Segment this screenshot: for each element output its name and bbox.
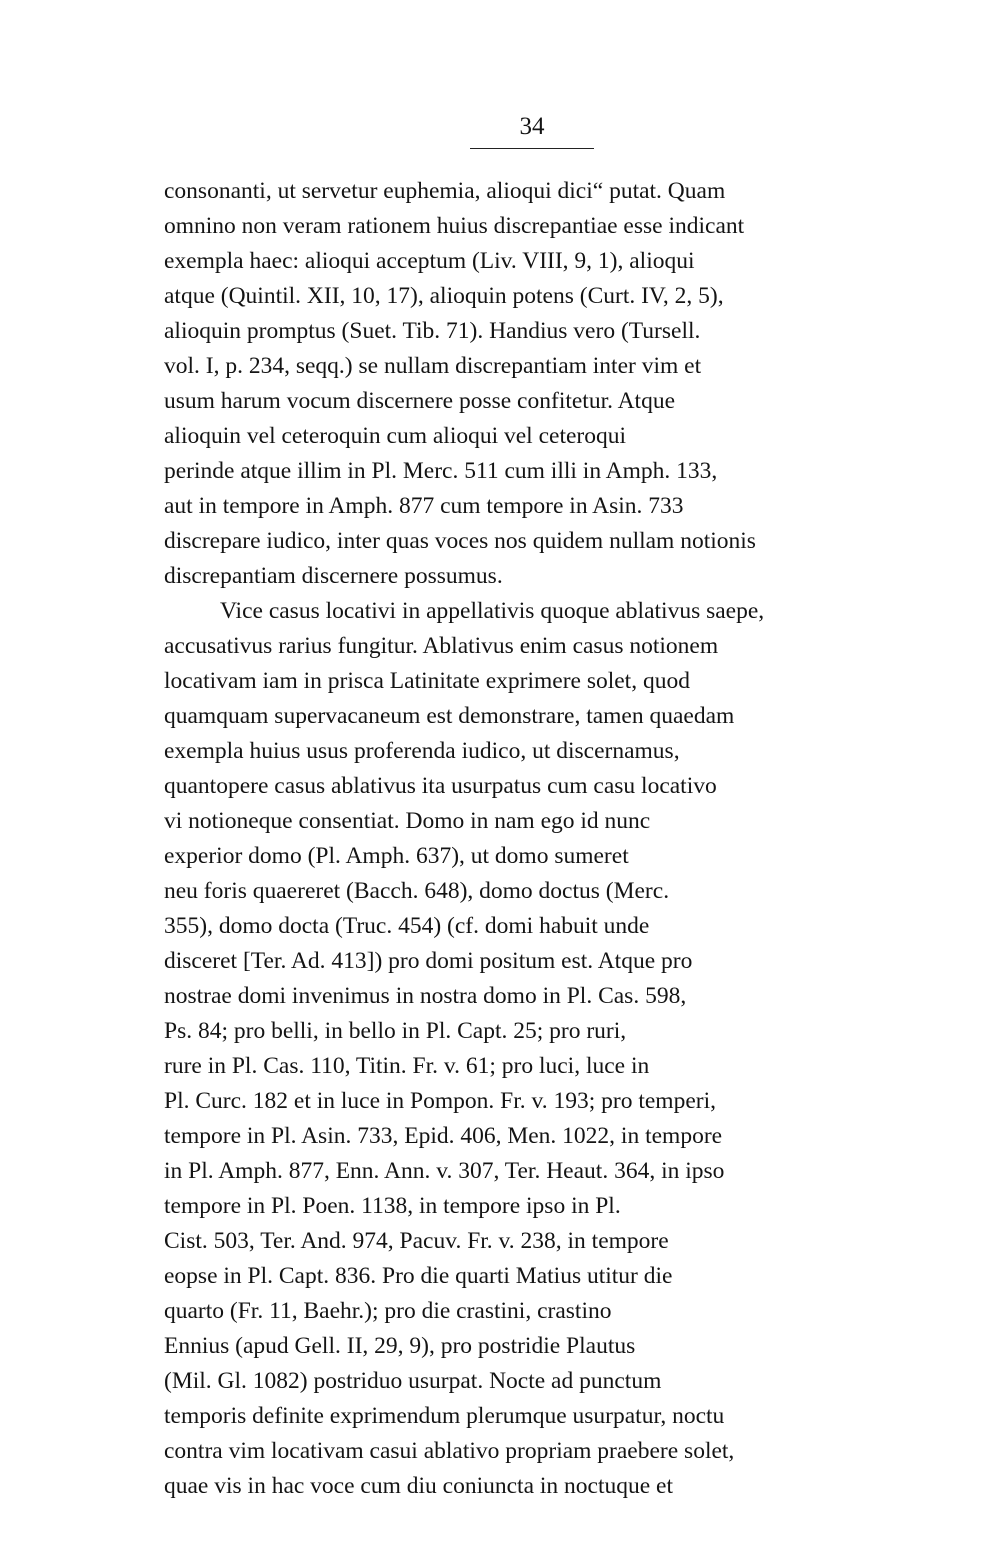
text-line: exempla haec: alioqui acceptum (Liv. VIII, 9, 1), alioqui — [164, 248, 695, 274]
text-line: accusativus rarius fungitur. Ablativus enim casus notionem — [164, 633, 719, 659]
text-line: neu foris quaereret (Bacch. 648), domo doctus (Merc. — [164, 878, 670, 904]
text-line: locativam iam in prisca Latinitate exprimere solet, quod — [164, 668, 690, 694]
text-line: consonanti, ut servetur euphemia, alioqui dici“ putat. Quam — [164, 178, 726, 204]
text-line: alioquin promptus (Suet. Tib. 71). Handius vero (Tursell. — [164, 318, 701, 344]
text-line: quae vis in hac voce cum diu coniuncta in noctuque et — [164, 1473, 674, 1499]
text-line: alioquin vel ceteroquin cum alioqui vel ceteroqui — [164, 423, 627, 449]
text-line: discrepare iudico, inter quas voces nos quidem nullam notionis — [164, 528, 756, 554]
text-line: quarto (Fr. 11, Baehr.); pro die crastini, crastino — [164, 1298, 612, 1324]
text-line: Ennius (apud Gell. II, 29, 9), pro postridie Plautus — [164, 1333, 636, 1359]
text-line: omnino non veram rationem huius discrepantiae esse indicant — [164, 213, 745, 239]
text-line: Ps. 84; pro belli, in bello in Pl. Capt. 25; pro ruri, — [164, 1018, 627, 1044]
text-line: 355), domo docta (Truc. 454) (cf. domi habuit unde — [164, 913, 650, 939]
text-line: quantopere casus ablativus ita usurpatus cum casu locativo — [164, 773, 717, 799]
text-line: Pl. Curc. 182 et in luce in Pompon. Fr. v. 193; pro temperi, — [164, 1088, 716, 1114]
text-line: usum harum vocum discernere posse confitetur. Atque — [164, 388, 675, 414]
text-line: quamquam supervacaneum est demonstrare, tamen quaedam — [164, 703, 735, 729]
text-line: atque (Quintil. XII, 10, 17), alioquin potens (Curt. IV, 2, 5), — [164, 283, 724, 309]
text-line: discrepantiam discernere possumus. — [164, 563, 503, 589]
text-line: eopse in Pl. Capt. 836. Pro die quarti Matius utitur die — [164, 1263, 673, 1289]
text-line: (Mil. Gl. 1082) postriduo usurpat. Nocte ad punctum — [164, 1368, 662, 1394]
text-line: tempore in Pl. Asin. 733, Epid. 406, Men. 1022, in tempore — [164, 1123, 723, 1149]
text-line: contra vim locativam casui ablativo propriam praebere solet, — [164, 1438, 735, 1464]
text-line: Vice casus locativi in appellativis quoque ablativus saepe, — [220, 598, 765, 624]
text-line: experior domo (Pl. Amph. 637), ut domo sumeret — [164, 843, 629, 869]
text-line: vi notioneque consentiat. Domo in nam ego id nunc — [164, 808, 651, 834]
text-line: rure in Pl. Cas. 110, Titin. Fr. v. 61; pro luci, luce in — [164, 1053, 650, 1079]
text-line: disceret [Ter. Ad. 413]) pro domi positum est. Atque pro — [164, 948, 693, 974]
text-line: temporis definite exprimendum plerumque usurpatur, noctu — [164, 1403, 725, 1429]
text-line: in Pl. Amph. 877, Enn. Ann. v. 307, Ter. Heaut. 364, in ipso — [164, 1158, 725, 1184]
text-line: nostrae domi invenimus in nostra domo in Pl. Cas. 598, — [164, 983, 687, 1009]
text-line: tempore in Pl. Poen. 1138, in tempore ipso in Pl. — [164, 1193, 621, 1219]
body-text — [164, 174, 904, 1504]
text-line: vol. I, p. 234, seqq.) se nullam discrepantiam inter vim et — [164, 353, 702, 379]
text-line: aut in tempore in Amph. 877 cum tempore in Asin. 733 — [164, 493, 684, 519]
text-line: Cist. 503, Ter. And. 974, Pacuv. Fr. v. 238, in tempore — [164, 1228, 669, 1254]
text-line: exempla huius usus proferenda iudico, ut discernamus, — [164, 738, 680, 764]
text-line: perinde atque illim in Pl. Merc. 511 cum illi in Amph. 133, — [164, 458, 718, 484]
page-number: 34 — [519, 113, 545, 140]
page-number-rule — [470, 148, 594, 149]
